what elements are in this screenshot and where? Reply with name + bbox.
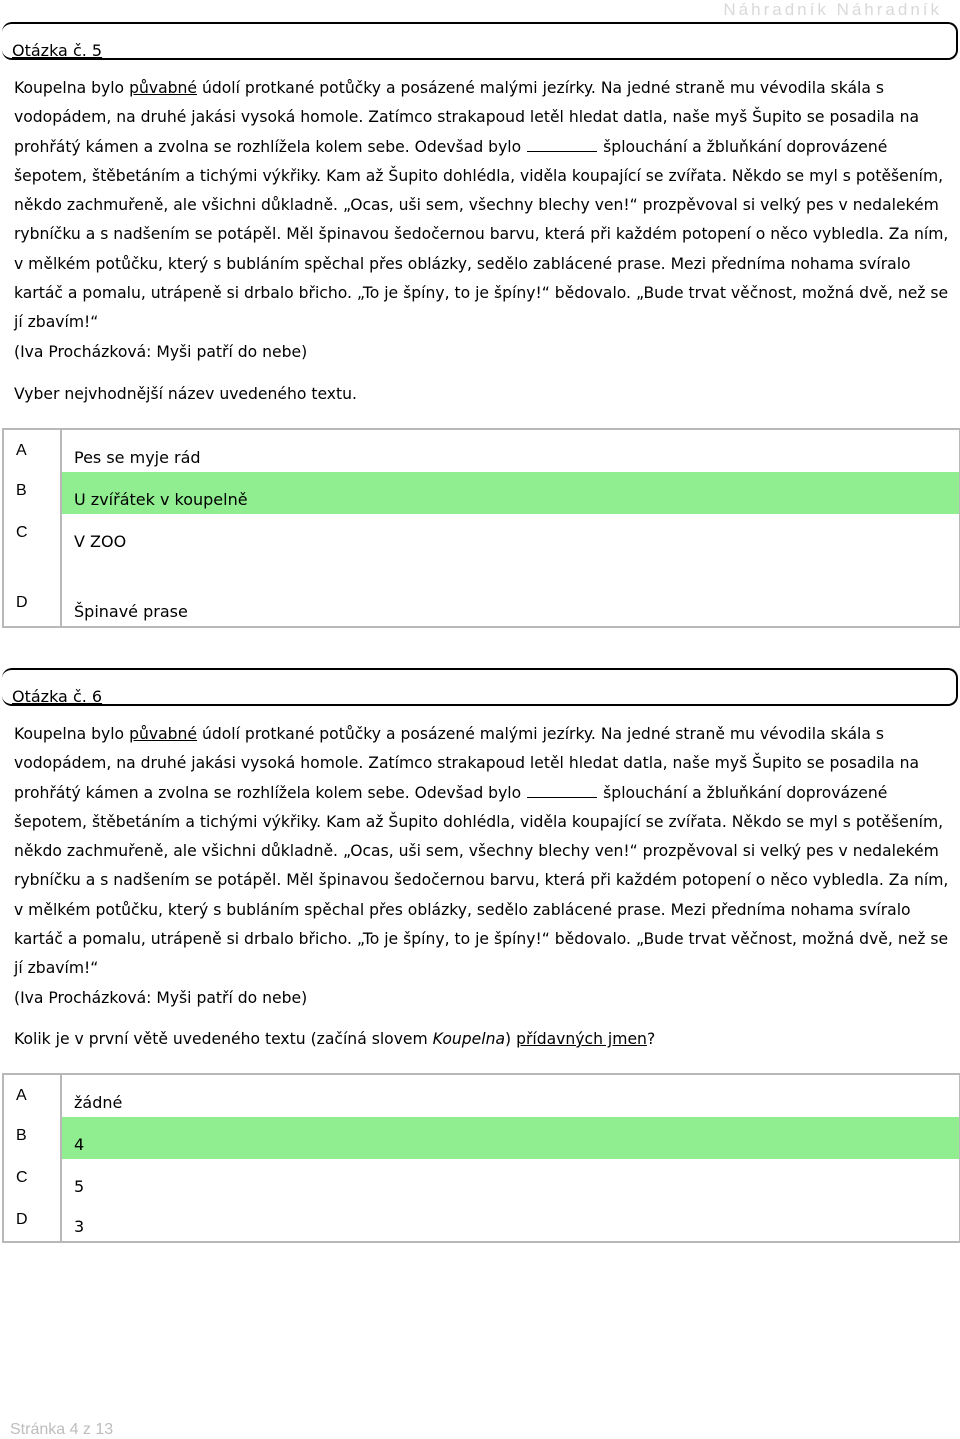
answer-text: 5 [74, 1177, 85, 1196]
answer-table [2, 428, 960, 628]
answer-option-c[interactable] [62, 514, 959, 556]
question-prompt [14, 1030, 655, 1048]
passage-citation: (Iva Procházková: Myši patří do nebe) [14, 988, 308, 1007]
passage-part: Koupelna bylo [14, 79, 130, 97]
answer-letters-column [4, 430, 62, 626]
question-title: Otázka č. 6 [12, 687, 103, 706]
prompt-part: ? [646, 1030, 656, 1048]
answer-option-a[interactable] [62, 1075, 959, 1117]
answer-text: Špinavé prase [74, 602, 188, 621]
answer-letter: A [16, 1087, 27, 1104]
answer-option-b-correct[interactable] [62, 1117, 959, 1159]
answer-text: U zvířátek v koupelně [74, 490, 248, 509]
answer-text: 3 [74, 1217, 85, 1236]
answer-text: 4 [74, 1135, 85, 1154]
passage-part: šplouchání a žbluňkání doprovázené šepotem, štěbetáním a tichými výkřiky. Kam až Šupito dohlédla, viděla koupající se zvířata. Někdo se myl s potěšením, někdo zachmuřeně, ale všichni důkladně. „Ocas, uši sem, všechny blechy ven!“ prozpěvoval si velký pes v nedalekém rybníčku a s nadšením se potápěl. Měl špinavou šedočernou barvu, která při každém potopení o něco vybledla. Za ním, v mělkém potůčku, který s bubláním spěchal přes oblázky, sedělo zablácené prase. Mezi předníma nohama svíralo kartáč a pomalu, utrápeně si drbalo břicho. „To je špíny, to je špíny!“ bědovalo. „Bude trvat věčnost, možná dvě, než se jí zbavím!“ [14, 137, 949, 332]
answer-option-c[interactable] [62, 1159, 959, 1201]
answer-option-d[interactable] [62, 584, 959, 626]
question-prompt: Vyber nejvhodnější název uvedeného textu. [14, 385, 357, 403]
answer-text: V ZOO [74, 532, 127, 551]
passage-part: šplouchání a žbluňkání doprovázené šepotem, štěbetáním a tichými výkřiky. Kam až Šupito dohlédla, viděla koupající se zvířata. Někdo se myl s potěšením, někdo zachmuřeně, ale všichni důkladně. „Ocas, uši sem, všechny blechy ven!“ prozpěvoval si velký pes v nedalekém rybníčku a s nadšením se potápěl. Měl špinavou šedočernou barvu, která při každém potopení o něco vybledla. Za ním, v mělkém potůčku, který s bubláním spěchal přes oblázky, sedělo zablácené prase. Mezi předníma nohama svíralo kartáč a pomalu, utrápeně si drbalo břicho. „To je špíny, to je špíny!“ bědovalo. „Bude trvat věčnost, možná dvě, než se jí zbavím!“ [14, 783, 949, 978]
prompt-part: ) [505, 1030, 517, 1048]
prompt-underlined-phrase: přídavných jmen [516, 1030, 647, 1048]
answer-table [2, 1073, 960, 1243]
answer-letter: A [16, 442, 27, 459]
answer-option-b-correct[interactable] [62, 472, 959, 514]
question-title: Otázka č. 5 [12, 41, 103, 60]
passage-text [14, 720, 949, 1013]
prompt-part: Kolik je v první větě uvedeného textu (začíná slovem [14, 1030, 433, 1048]
answer-letter: D [16, 594, 28, 611]
answer-letter: C [16, 1169, 28, 1186]
answer-letter: D [16, 1211, 28, 1228]
answer-letter: B [16, 482, 27, 499]
page-footer: Stránka 4 z 13 [10, 1421, 114, 1438]
passage-blank [527, 783, 597, 798]
answer-text: Pes se myje rád [74, 448, 201, 467]
page-header-watermark: Náhradník Náhradník [723, 0, 942, 19]
answer-letter: C [16, 524, 28, 541]
passage-part: Koupelna bylo [14, 725, 130, 743]
passage-part: údolí protkané potůčky a posázené malými jezírky. Na jedné straně mu vévodila skála s vodopádem, na druhé jakási vysoká homole. Zatímco strakapoud letěl hledat datla, naše myš Šupito se posadila na prohřátý kámen a zvolna se rozhlížela kolem sebe. Odevšad bylo [14, 79, 920, 156]
answer-letter: B [16, 1127, 27, 1144]
passage-text [14, 74, 949, 367]
passage-citation: (Iva Procházková: Myši patří do nebe) [14, 342, 308, 361]
prompt-italic-word: Koupelna [432, 1030, 506, 1048]
passage-blank [527, 137, 597, 152]
passage-underlined-word: půvabné [129, 79, 198, 97]
answer-option-d[interactable] [62, 1199, 959, 1241]
answer-text: žádné [74, 1093, 123, 1112]
passage-underlined-word: půvabné [129, 725, 198, 743]
question-title-bar [2, 22, 958, 60]
passage-part: údolí protkané potůčky a posázené malými jezírky. Na jedné straně mu vévodila skála s vodopádem, na druhé jakási vysoká homole. Zatímco strakapoud letěl hledat datla, naše myš Šupito se posadila na prohřátý kámen a zvolna se rozhlížela kolem sebe. Odevšad bylo [14, 725, 920, 802]
question-title-bar [2, 668, 958, 706]
answer-letters-column [4, 1075, 62, 1241]
answer-option-a[interactable] [62, 430, 959, 472]
